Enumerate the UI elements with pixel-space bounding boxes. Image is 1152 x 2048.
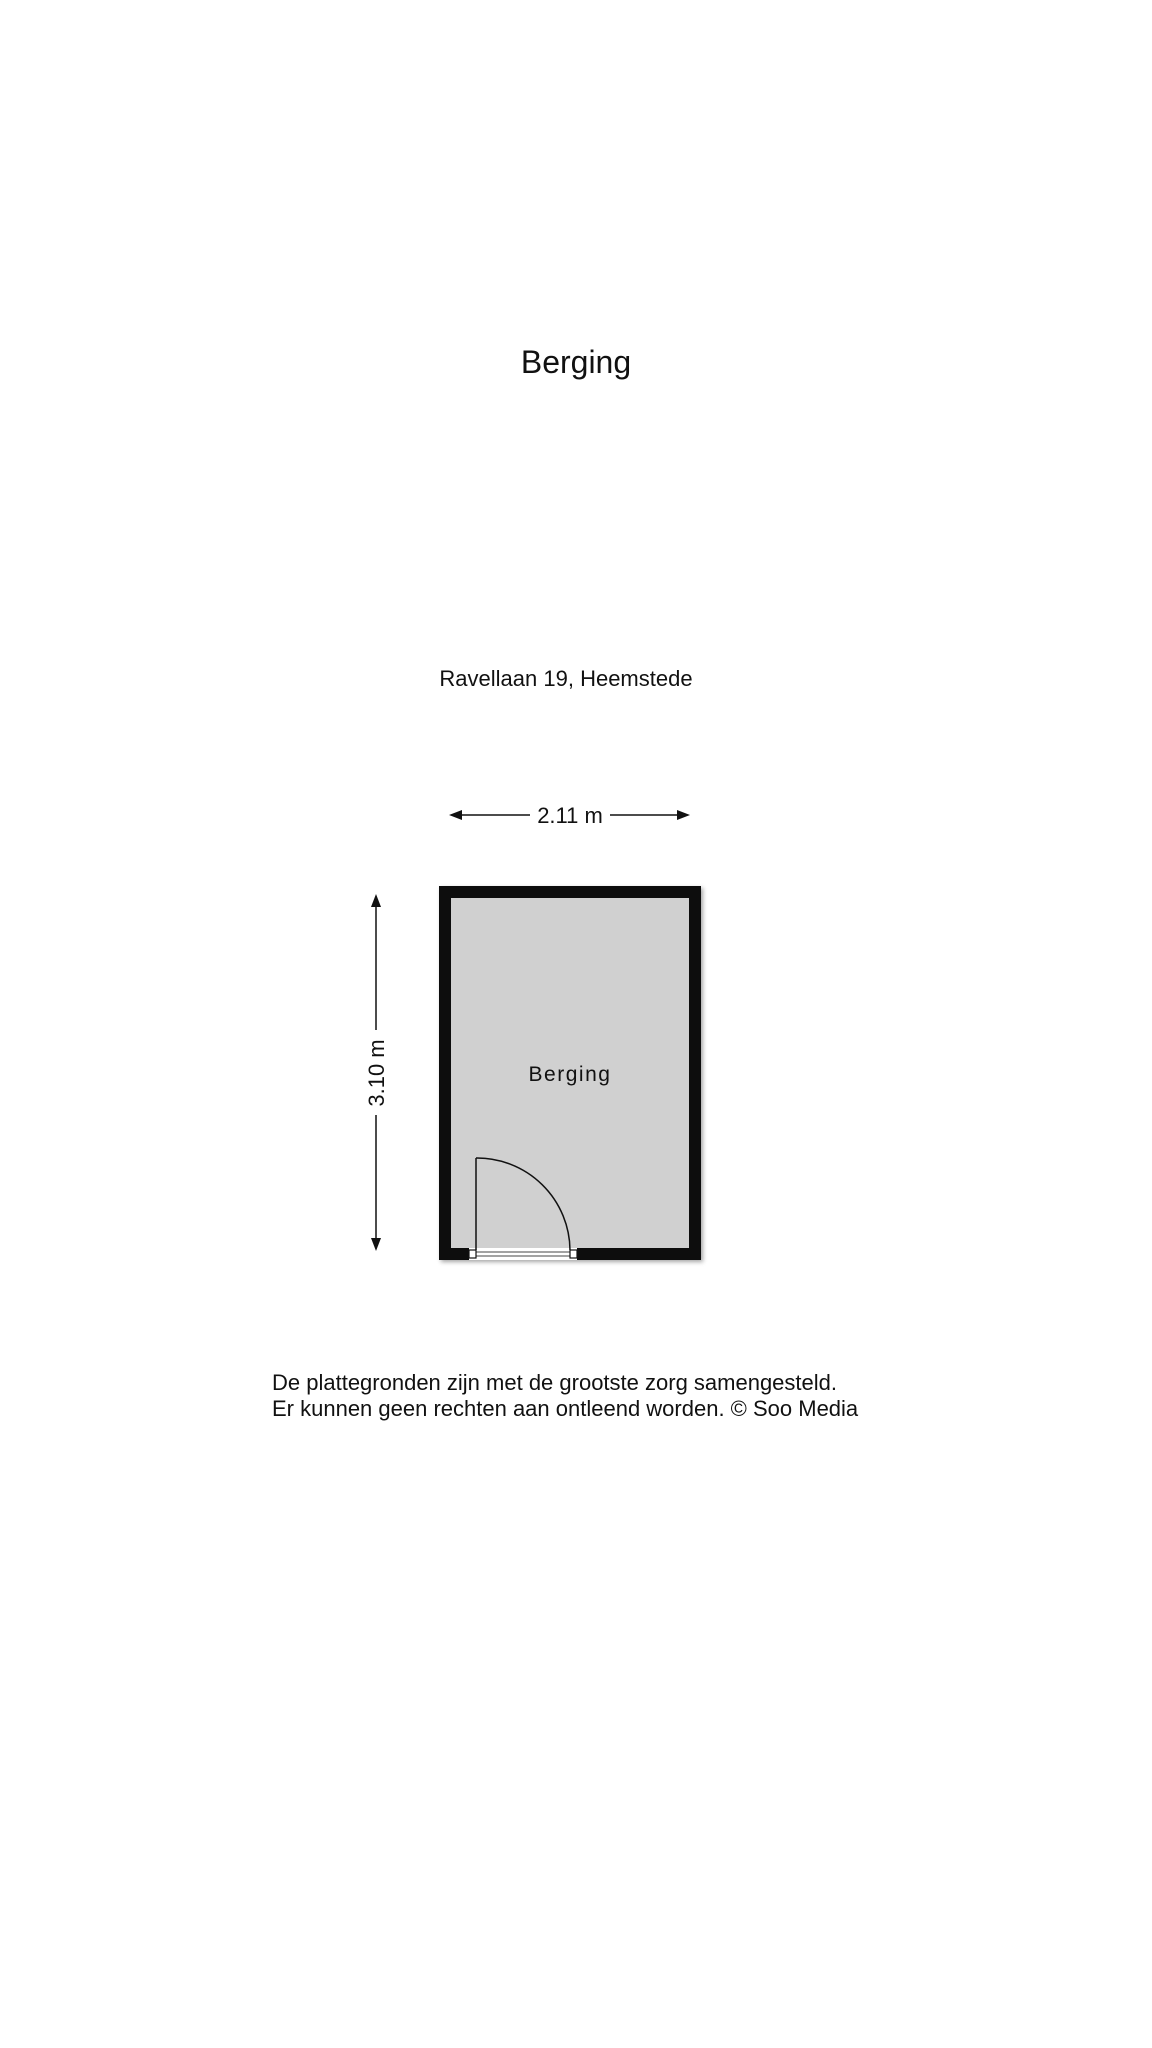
width-dimension (449, 803, 690, 828)
height-label: 3.10 m (364, 1039, 389, 1107)
page-title: Berging (520, 344, 632, 380)
disclaimer-line-2: Er kunnen geen rechten aan ontleend worden. © Soo Media (272, 1396, 859, 1421)
disclaimer-line-1: De plattegronden zijn met de grootste zorg samengesteld. (272, 1370, 837, 1395)
door-jamb-right (570, 1250, 577, 1258)
width-arrow-right (677, 810, 690, 820)
address: Ravellaan 19, Heemstede (439, 666, 693, 691)
height-arrow-top (371, 894, 381, 907)
room-berging (439, 886, 701, 1260)
width-label: 2.11 m (537, 803, 603, 828)
door-jamb-left (469, 1250, 476, 1258)
height-arrow-bottom (371, 1238, 381, 1251)
room-label: Berging (528, 1063, 612, 1086)
width-arrow-left (449, 810, 462, 820)
door-opening (469, 1248, 577, 1260)
height-dimension (364, 894, 389, 1251)
disclaimer (272, 1370, 858, 1422)
